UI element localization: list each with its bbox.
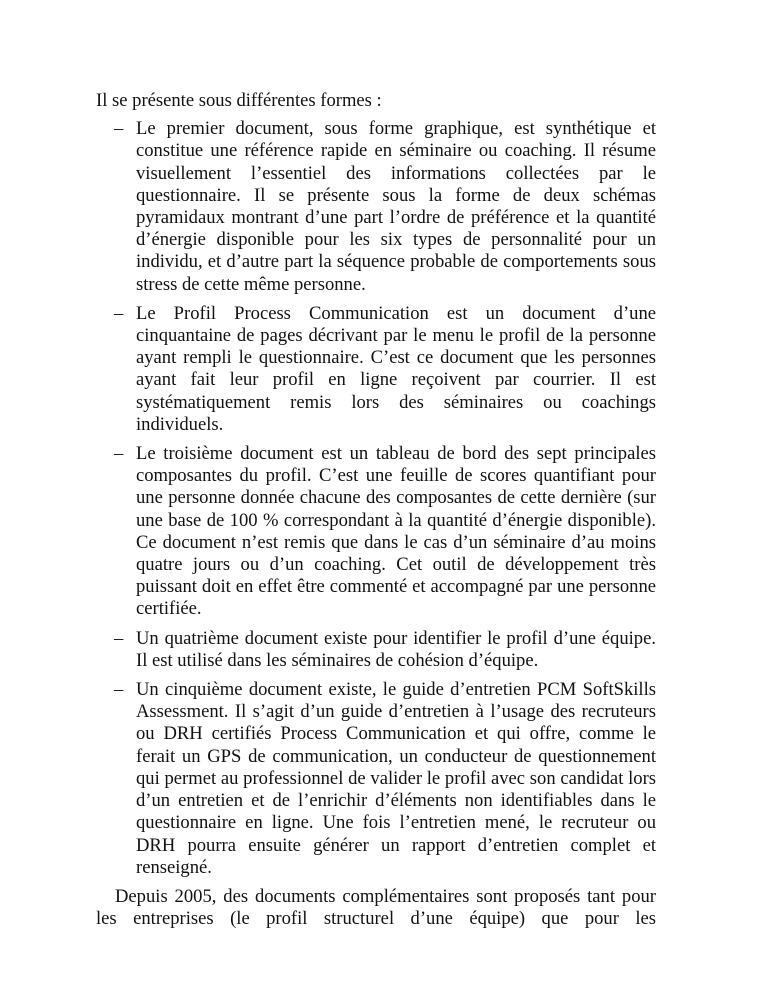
- document-forms-list: [96, 118, 656, 879]
- list-item-text: Un quatrième document existe pour identifier le profil d’une équipe. Il est utilisé dans les séminaires de cohésion d’équipe.: [136, 627, 656, 671]
- dash-marker: –: [114, 679, 124, 701]
- list-item-text: Le premier document, sous forme graphique, est synthétique et constitue une référence rapide en séminaire ou coaching. Il résume visuellement l’essentiel des informations collectées par le questionnaire. Il se présente sous la forme de deux schémas pyramidaux montrant d’une part l’ordre de préférence et la quantité d’énergie disponible pour les six types de personnalité pour un individu, et d’autre part la séquence probable de comportements sous stress de cette même personne.: [136, 118, 656, 295]
- dash-marker: –: [114, 443, 124, 465]
- list-item: [96, 628, 656, 672]
- list-item-text: Le troisième document est un tableau de bord des sept principales composantes du profil. C’est une feuille de scores quantifiant pour une personne donnée chacune des composantes de cette dernière (sur une base de 100 % correspondant à la quantité d’énergie disponible). Ce document n’est remis que dans le cas d’un séminaire d’au moins quatre jours ou d’un coaching. Cet outil de développement très puissant doit en effet être commenté et accompagné par une personne certifiée.: [136, 443, 656, 620]
- dash-marker: –: [114, 118, 124, 140]
- list-item: [96, 303, 656, 436]
- list-item-text: Le Profil Process Communication est un document d’une cinquantaine de pages décrivant par le menu le profil de la personne ayant rempli le questionnaire. C’est ce document que les personnes ayant fait leur profil en ligne reçoivent par courrier. Il est systématiquement remis lors des séminaires ou coachings individuels.: [136, 302, 656, 435]
- final-paragraph: Depuis 2005, des documents complémentaires sont proposés tant pour les entreprises (le profil structurel d’une équipe) que pour les: [96, 885, 656, 930]
- dash-marker: –: [114, 302, 124, 324]
- list-item: [96, 118, 656, 296]
- list-item: [96, 443, 656, 621]
- intro-sentence: Il se présente sous différentes formes :: [96, 90, 382, 111]
- list-item-text: Un cinquième document existe, le guide d’entretien PCM SoftSkills Assessment. Il s’agit d’un guide d’entretien à l’usage des recruteurs ou DRH certifiés Process Communication et qui offre, comme le ferait un GPS de communication, un conducteur de questionnement qui permet au professionnel de valider le profil avec son candidat lors d’un entretien et de l’enrichir d’éléments non identifiables dans le questionnaire en ligne. Une fois l’entretien mené, le recruteur ou DRH pourra ensuite générer un rapport d’entretien complet et renseigné.: [136, 679, 656, 878]
- dash-marker: –: [114, 627, 124, 649]
- list-item: [96, 679, 656, 879]
- page-body: [96, 90, 656, 930]
